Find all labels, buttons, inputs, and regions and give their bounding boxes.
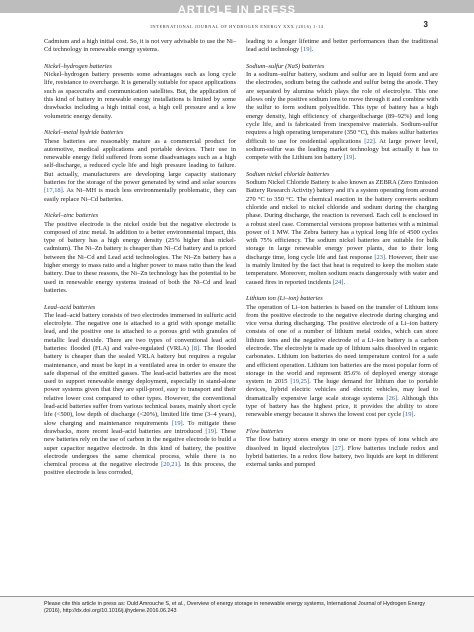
- section-heading: Nickel–zinc batteries: [44, 212, 99, 220]
- citation-reference[interactable]: [19]: [343, 154, 355, 162]
- banner-label: ARTICLE IN PRESS: [177, 4, 297, 16]
- citation-reference[interactable]: [17,18]: [44, 187, 63, 195]
- citation-reference[interactable]: [19]: [300, 46, 312, 54]
- citation-reference[interactable]: [19]: [205, 427, 217, 435]
- paragraph: These batteries are reasonably mature as a commercial product for automotive, medical applications and portable devices. Their use in renewable energy field suffered from some disadvantages such as a high self-discharge, a reduced cycle life and high pressure leading to failure. But actually, manufacturers are developing large capacity stationary batteries for the storage of the power generated by wind and solar sources [17,18]. As Ni–MH is much less environmentally problematic, they can easily replace Ni–Cd batteries.: [44, 137, 236, 203]
- citation-reference[interactable]: [19]: [402, 411, 414, 419]
- section-heading: Nickel–hydrogen batteries: [44, 62, 112, 70]
- paragraph: leading to a longer lifetime and better performances than the traditional lead acid technology [19].: [246, 38, 438, 54]
- paragraph: Sodium Nickel Chloride Battery is also known as ZEBRA (Zero Emission Battery Research Activity) battery and it's a system operating from around 270 °C to 350 °C. The chemical reaction in the battery converts sodium chloride and nickel to nickel chloride and sodium during the charging phase. During discharge, the reaction is reversed. Each cell is enclosed in a robust steel case. Commercial versions propose batteries with a minimal power of 1 MW. The Zebra battery has a typical long life of 4500 cycles with 75% efficiency. The sodium nickel batteries are suitable for bulk storage in large renewable energy power plants, due to their long discharge time, long cycle life and fast response [23]. However, their use is mainly limited by the fact that heat is required to keep the molten state temperature. Moreover, molten sodium reacts dangerously with water and caused fires in reported incidents [24].: [246, 179, 438, 286]
- article-in-press-banner: [0, 0, 474, 16]
- section-heading: Lithium ion (Li–ion) batteries: [246, 295, 323, 303]
- right-column: [246, 38, 438, 583]
- citation-reference[interactable]: [26]: [386, 394, 398, 402]
- citation-reference[interactable]: [19,25]: [290, 378, 310, 386]
- section-heading: Nickel–metal hydride batteries: [44, 129, 124, 137]
- citation-reference[interactable]: [20,21]: [161, 461, 180, 469]
- citation-footer: [0, 596, 474, 632]
- citation-text: Please cite this article in press as: Ould Amrouche S, et al., Overview of energy storage in renewable energy systems, International Journal of Hydrogen Energy (2016), http://dx.doi.org/10.1016/j.ijhydene.2016.06.243: [44, 601, 426, 615]
- left-column: [44, 38, 236, 583]
- section-heading: Flow batteries: [246, 427, 284, 435]
- citation-reference[interactable]: [8]: [191, 344, 200, 352]
- citation-reference[interactable]: [24]: [332, 278, 344, 286]
- paragraph: The operation of Li–ion batteries is based on the transfer of Lithium ions from the positive electrode to the negative electrode during charging and vice versa during discharging. The positive electrode of a Li–ion battery consists of one of a number of lithium metal oxides, which can store lithium ions and the negative electrode of a Li–ion battery is a carbon electrode. The electrolyte is made up of lithium salts dissolved in organic carbonates. Lithium ion batteries do need temperature control for a safe and efficient operation. Lithium ion batteries are the most popular form of storage in the world and represent 85.6% of deployed energy storage system in 2015 [19,25]. The huge demand for lithium due to portable devices, hybrid electric vehicles and electric vehicles, may lead to dramatically expensive large scale storage systems [26]. Although this type of battery has the highest price, it provides the ability to store renewable energy because it shows the lowest cost per cycle [19].: [246, 303, 438, 419]
- paragraph: In a sodium–sulfur battery, sodium and sulfur are in liquid form and are the electrodes, sodium being the cathode and sulfur being the anode. They are separated by alumina which plays the role of electrolyte. This one allows only the positive sodium ions to move through it and combine with the sulfur to form sodium polysulfide. This type of battery has a high energy density, high efficiency of charge/discharge (89–92%) and long cycle life, and is fabricated from inexpensive materials. Sodium-sulfur requires a high operating temperature (350 °C), this makes sulfur batteries difficult to use for residential applications [22]. At large power level, sodium-sulfur was the leading market technology but actually it has to compete with the Lithium ion battery [19].: [246, 71, 438, 162]
- citation-reference[interactable]: [23]: [374, 253, 386, 261]
- paragraph: Nickel–hydrogen battery presents some advantages such as long cycle life, resistance to overcharge. It is generally suitable for space applications such as spacecrafts and communication satellites. But, the application of this kind of battery in renewable energy installations is limited by some drawbacks including a high initial cost, a high cell pressure and a low volumetric energy density.: [44, 71, 236, 120]
- section-heading: Sodium–sulfur (NaS) batteries: [246, 62, 325, 70]
- citation-reference[interactable]: [22]: [364, 137, 375, 145]
- section-heading: Lead–acid batteries: [44, 303, 96, 311]
- journal-running-head: INTERNATIONAL JOURNAL OF HYDROGEN ENERGY XXX (2016) 1-14: [150, 24, 324, 29]
- paragraph: Cadmium and a high initial cost. So, it is not very advisable to use the Ni–Cd technology in renewable energy systems.: [44, 38, 236, 54]
- section-heading: Sodium nickel chloride batteries: [246, 170, 330, 178]
- page-number: 3: [423, 20, 428, 29]
- paragraph: The positive electrode is the nickel oxide but the negative electrode is composed of zinc metal. In addition to a better environmental impact, this type of battery has a high energy density (25% higher than nickel-cadmium). The Ni–Zn battery is cheaper than Ni–Cd battery and is priced between the Ni–Cd and Lead acid technologies. The Ni–Zn battery has a higher energy to mass ratio and a higher power to mass ratio than the lead battery. Due to these reasons, the Ni–Zn technology has the potential to be used in renewable energy systems instead of both the Ni–Cd and lead batteries.: [44, 220, 236, 294]
- citation-reference[interactable]: [19]: [171, 419, 183, 427]
- citation-reference[interactable]: [27]: [332, 444, 344, 452]
- paragraph: The lead–acid battery consists of two electrodes immersed in sulfuric acid electrolyte. The negative one is attached to a grid with sponge metallic lead, and the positive one is attached to a porous grid with granules of metallic lead dioxide. There are two types of conventional lead acid batteries: flooded (FLA) and valve-regulated (VRLA) [8]. The flooded battery is cheaper than the sealed VRLA battery but requires a regular maintenance, and must be kept in a ventilated area in order to ensure the safe dispersal of the emitted gasses. The lead-acid batteries are the most used to support renewable energy deployment, especially in stand-alone power systems given that they are spill-proof, easy to transport and their relative lower cost compared to other types. However, the conventional lead-acid batteries suffer from various technical issues, mainly short cycle life (<500), low depth of discharge (<20%), limited life time (3–4 years), slow charging and maintenance requirements [19]. To mitigate these drawbacks, more recent lead–acid batteries are introduced [19]. These new batteries rely on the use of carbon in the negative electrode to build a super capacitor negative electrode. In this kind of battery, the positive electrode undergoes the same chemical process, while there is no chemical process at the negative electrode [20,21]. In this process, the positive electrode is less corroded,: [44, 311, 236, 477]
- paragraph: The flow battery stores energy in one or more types of ions which are dissolved in liquid electrolytes [27]. Flow batteries include redox and hybrid batteries. In a redox flow battery, two liquids are kept in different external tanks and pumped: [246, 436, 438, 469]
